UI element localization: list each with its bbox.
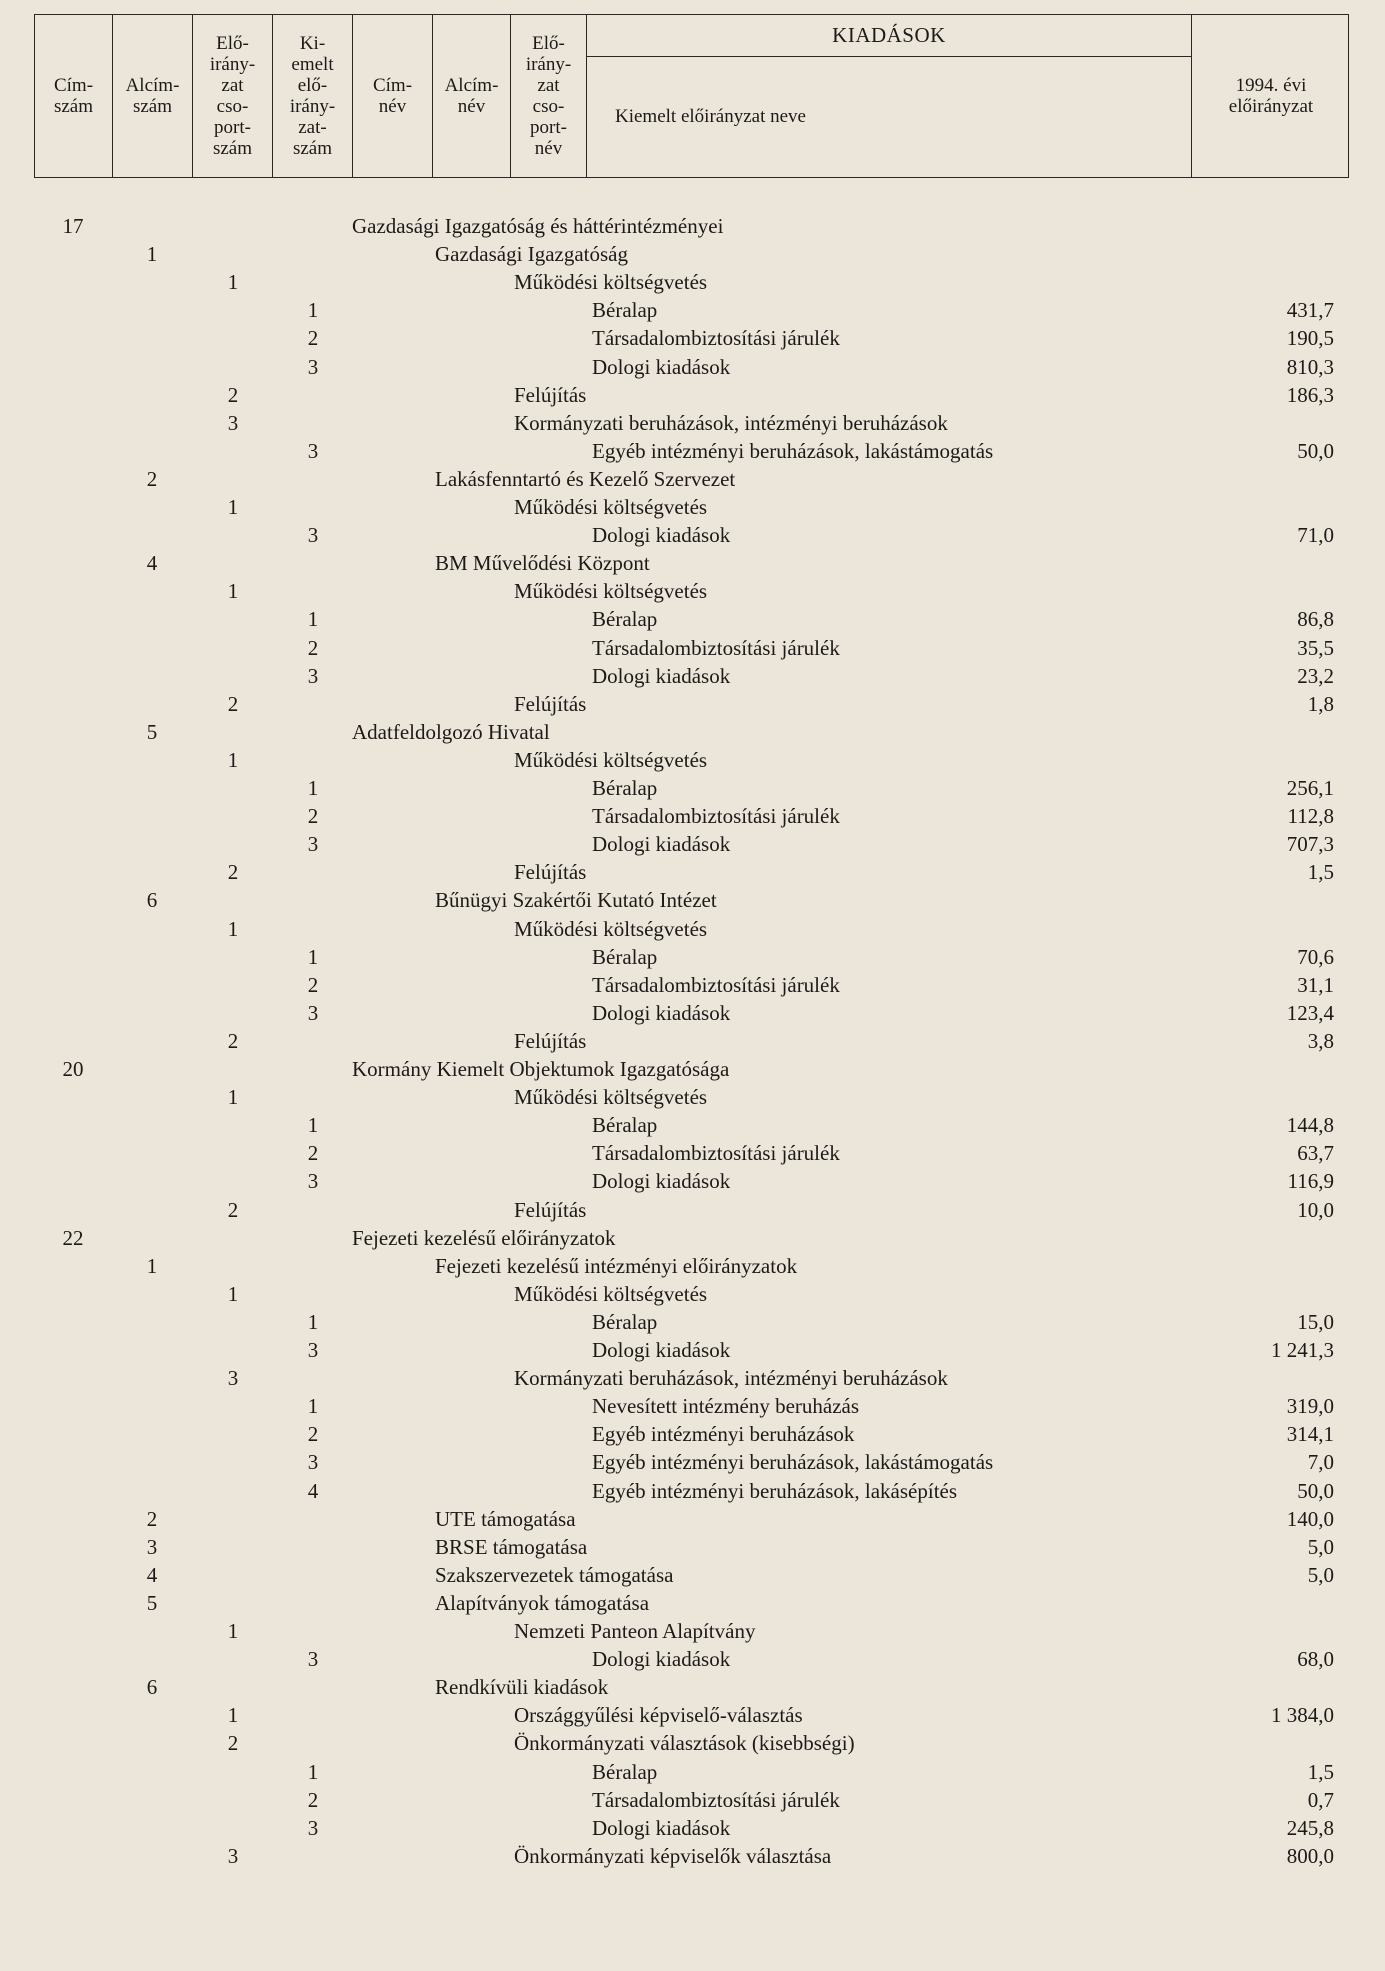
row-name: Gazdasági Igazgatóság és háttérintézményei [352,214,724,238]
row-name: Működési költségvetés [514,270,708,295]
row-name: Önkormányzati választások (kisebbségi) [514,1731,855,1756]
row-code: 1 [146,1253,158,1278]
row-amount: 431,7 [1286,298,1334,323]
row-code: 22 [62,1225,84,1250]
row-amount: 5,0 [1307,1562,1334,1587]
row-code: 1 [227,916,239,941]
row-code: 3 [307,354,319,379]
table-row [0,212,1385,240]
row-code: 1 [227,747,239,772]
row-name: Gazdasági Igazgatóság [435,242,628,267]
row-code: 1 [307,1113,319,1138]
row-amount: 86,8 [1297,607,1334,632]
row-name: Társadalombiztosítási járulék [592,1787,840,1812]
row-code: 1 [227,1281,239,1306]
row-name: Dologi kiadások [592,354,731,379]
row-code: 3 [307,1169,319,1194]
row-name: Felújítás [514,860,587,885]
row-name: BM Művelődési Központ [435,551,650,576]
table-row [0,1252,1385,1280]
header-cim-nev: Cím- név [353,15,433,177]
header-alcim-nev: Alcím- név [433,15,511,177]
row-code: 1 [307,1309,319,1334]
row-amount: 810,3 [1286,354,1334,379]
row-code: 2 [307,1141,319,1166]
row-name: Egyéb intézményi beruházások, lakástámogatás [592,438,994,463]
row-name: Fejezeti kezelésű előirányzatok [352,1225,616,1250]
row-amount: 800,0 [1286,1843,1334,1868]
table-row [0,1505,1385,1533]
row-amount: 256,1 [1286,776,1334,800]
table-row [0,1842,1385,1870]
row-name: Nevesített intézmény beruházás [592,1394,860,1419]
row-name: BRSE támogatása [435,1534,588,1559]
row-name: Dologi kiadások [592,1338,731,1362]
table-row [0,886,1385,914]
row-name: Országgyűlési képviselő-választás [514,1703,803,1728]
row-name: Társadalombiztosítási járulék [592,1141,840,1166]
row-name: Felújítás [514,1028,587,1053]
row-code: 1 [146,242,158,267]
table-row [0,324,1385,352]
row-code: 4 [146,1562,158,1587]
row-code: 2 [307,1787,319,1812]
table-row [0,1561,1385,1589]
row-amount: 123,4 [1286,1000,1334,1025]
row-name: Dologi kiadások [592,832,731,857]
row-name: Fejezeti kezelésű intézményi előirányzatok [435,1253,798,1278]
row-name: Béralap [592,1113,658,1138]
row-code: 3 [307,1450,319,1475]
row-code: 1 [227,1619,239,1643]
row-name: Egyéb intézményi beruházások, lakásépítés [592,1478,958,1503]
row-name: Működési költségvetés [514,1085,708,1110]
row-amount: 15,0 [1297,1309,1334,1334]
row-code: 2 [307,804,319,829]
header-eloiranyzat-csoport-szam: Elő- irány- zat cso- port- szám [193,15,273,177]
row-code: 17 [62,214,84,238]
table-row [0,999,1385,1027]
row-name: Szakszervezetek támogatása [435,1562,674,1587]
row-code: 2 [307,1422,319,1447]
table-row [0,1139,1385,1167]
row-name: Kormányzati beruházások, intézményi beruházások [514,410,948,435]
row-code: 1 [227,1703,239,1728]
row-amount: 71,0 [1297,523,1334,548]
row-code: 3 [146,1534,158,1559]
row-amount: 319,0 [1286,1394,1334,1419]
row-name: Felújítás [514,691,587,716]
table-row [0,1167,1385,1195]
row-name: Önkormányzati képviselők választása [514,1843,832,1868]
row-code: 3 [307,1815,319,1840]
table-row [0,549,1385,577]
row-name: Dologi kiadások [592,1647,731,1672]
table-row [0,1308,1385,1336]
table-row [0,577,1385,605]
row-code: 2 [227,691,239,716]
row-code: 20 [62,1057,84,1081]
row-name: Kormányzati beruházások, intézményi beruházások [514,1366,948,1391]
table-row [0,1055,1385,1083]
row-name: Működési költségvetés [514,495,708,519]
row-code: 3 [307,1000,319,1025]
table-row [0,858,1385,886]
row-amount: 1,5 [1307,1759,1334,1784]
table-row [0,1786,1385,1814]
row-name: Működési költségvetés [514,747,708,772]
row-code: 6 [146,888,158,913]
table-row [0,437,1385,465]
row-code: 2 [227,1197,239,1222]
row-code: 2 [307,326,319,351]
header-kiemelt-eloiranyzat-szam: Ki- emelt elő- irány- zat- szám [273,15,353,177]
row-code: 3 [227,410,239,435]
table-row [0,1364,1385,1392]
header-kiemelt-eloiranyzat-neve: Kiemelt előirányzat neve [615,106,806,127]
table-row [0,774,1385,802]
row-code: 2 [146,466,158,491]
row-code: 2 [227,860,239,885]
header-eloiranyzat-csoport-nev: Elő- irány- zat cso- port- név [511,15,587,177]
row-code: 3 [307,663,319,688]
row-amount: 31,1 [1297,972,1334,997]
table-row [0,240,1385,268]
row-amount: 116,9 [1287,1169,1334,1194]
table-row [0,1448,1385,1476]
row-name: Alapítványok támogatása [435,1590,650,1615]
row-amount: 1,8 [1307,691,1334,716]
row-name: Béralap [592,1309,658,1334]
row-code: 5 [146,1590,158,1615]
table-row [0,662,1385,690]
row-name: Egyéb intézményi beruházások, lakástámogatás [592,1450,994,1475]
row-name: Társadalombiztosítási járulék [592,326,840,351]
table-row [0,493,1385,521]
header-kiadasok: KIADÁSOK [587,15,1191,57]
row-amount: 707,3 [1286,832,1334,857]
row-code: 1 [227,1085,239,1110]
row-code: 2 [307,635,319,660]
row-amount: 63,7 [1297,1141,1334,1166]
table-row [0,465,1385,493]
row-name: UTE támogatása [435,1506,576,1531]
row-code: 3 [307,523,319,548]
row-code: 1 [307,776,319,800]
table-row [0,1729,1385,1757]
table-row [0,1280,1385,1308]
row-amount: 50,0 [1297,1478,1334,1503]
table-row [0,296,1385,324]
table-row [0,1645,1385,1673]
table-row [0,1617,1385,1645]
table-row [0,943,1385,971]
row-code: 3 [307,832,319,857]
row-name: Dologi kiadások [592,1169,731,1194]
row-code: 1 [307,1394,319,1419]
row-name: Béralap [592,298,658,323]
row-code: 2 [146,1506,158,1531]
row-name: Lakásfenntartó és Kezelő Szervezet [435,466,736,491]
row-name: Egyéb intézményi beruházások [592,1422,855,1447]
row-name: Kormány Kiemelt Objektumok Igazgatósága [352,1057,730,1081]
row-amount: 140,0 [1286,1506,1334,1531]
row-amount: 68,0 [1297,1647,1334,1672]
table-row [0,353,1385,381]
row-code: 3 [307,1647,319,1672]
row-code: 2 [307,972,319,997]
row-amount: 35,5 [1297,635,1334,660]
table-row [0,830,1385,858]
row-name: Működési költségvetés [514,579,708,604]
row-amount: 1 384,0 [1271,1703,1334,1728]
row-name: Társadalombiztosítási járulék [592,635,840,660]
table-row [0,1392,1385,1420]
row-amount: 245,8 [1286,1815,1334,1840]
row-amount: 3,8 [1307,1028,1334,1053]
table-row [0,1477,1385,1505]
row-amount: 144,8 [1286,1113,1334,1138]
row-name: Társadalombiztosítási járulék [592,972,840,997]
row-name: Béralap [592,607,658,632]
row-code: 2 [227,1731,239,1756]
row-name: Dologi kiadások [592,523,731,548]
table-row [0,746,1385,774]
row-amount: 0,7 [1307,1787,1334,1812]
table-row [0,634,1385,662]
row-name: Felújítás [514,382,587,407]
table-row [0,1758,1385,1786]
row-amount: 10,0 [1297,1197,1334,1222]
row-name: Béralap [592,776,658,800]
row-name: Dologi kiadások [592,1815,731,1840]
row-amount: 1,5 [1307,860,1334,885]
table-row [0,915,1385,943]
table-row [0,1701,1385,1729]
table-header [34,14,1349,178]
table-row [0,1589,1385,1617]
row-name: Adatfeldolgozó Hivatal [352,719,550,744]
row-name: Béralap [592,944,658,969]
table-row [0,409,1385,437]
row-code: 1 [227,270,239,295]
table-row [0,690,1385,718]
row-code: 1 [227,579,239,604]
header-cim-szam: Cím- szám [35,15,113,177]
table-row [0,1420,1385,1448]
table-row [0,381,1385,409]
row-code: 1 [307,1759,319,1784]
row-code: 4 [307,1478,319,1503]
table-row [0,521,1385,549]
table-row [0,802,1385,830]
header-alcim-szam: Alcím- szám [113,15,193,177]
table-row [0,1224,1385,1252]
table-row [0,718,1385,746]
row-amount: 23,2 [1297,663,1334,688]
row-code: 1 [227,495,239,519]
row-code: 2 [227,382,239,407]
row-name: Bűnügyi Szakértői Kutató Intézet [435,888,717,913]
row-amount: 186,3 [1286,382,1334,407]
table-row [0,1111,1385,1139]
table-row [0,1027,1385,1055]
table-row [0,1673,1385,1701]
row-amount: 190,5 [1286,326,1334,351]
row-code: 6 [146,1675,158,1700]
table-row [0,268,1385,296]
row-code: 3 [307,1338,319,1362]
row-code: 1 [307,944,319,969]
table-row [0,971,1385,999]
row-code: 3 [227,1843,239,1868]
row-name: Dologi kiadások [592,1000,731,1025]
row-name: Nemzeti Panteon Alapítvány [514,1619,756,1643]
row-amount: 50,0 [1297,438,1334,463]
table-row [0,1196,1385,1224]
table-row [0,1533,1385,1561]
row-name: Felújítás [514,1197,587,1222]
table-row [0,1814,1385,1842]
row-amount: 7,0 [1307,1450,1334,1475]
row-name: Rendkívüli kiadások [435,1675,609,1700]
row-code: 3 [227,1366,239,1391]
table-row [0,1336,1385,1364]
header-1994-eloiranyzat: 1994. évi előirányzat [1191,15,1350,177]
row-amount: 70,6 [1297,944,1334,969]
row-amount: 112,8 [1287,804,1334,829]
row-name: Működési költségvetés [514,916,708,941]
row-code: 5 [146,719,158,744]
row-code: 3 [307,438,319,463]
row-code: 1 [307,298,319,323]
row-code: 1 [307,607,319,632]
table-row [0,1083,1385,1111]
row-amount: 314,1 [1286,1422,1334,1447]
row-code: 2 [227,1028,239,1053]
row-name: Társadalombiztosítási járulék [592,804,840,829]
row-name: Béralap [592,1759,658,1784]
row-amount: 5,0 [1307,1534,1334,1559]
table-row [0,605,1385,633]
row-name: Működési költségvetés [514,1281,708,1306]
row-amount: 1 241,3 [1271,1338,1334,1362]
row-name: Dologi kiadások [592,663,731,688]
row-code: 4 [146,551,158,576]
